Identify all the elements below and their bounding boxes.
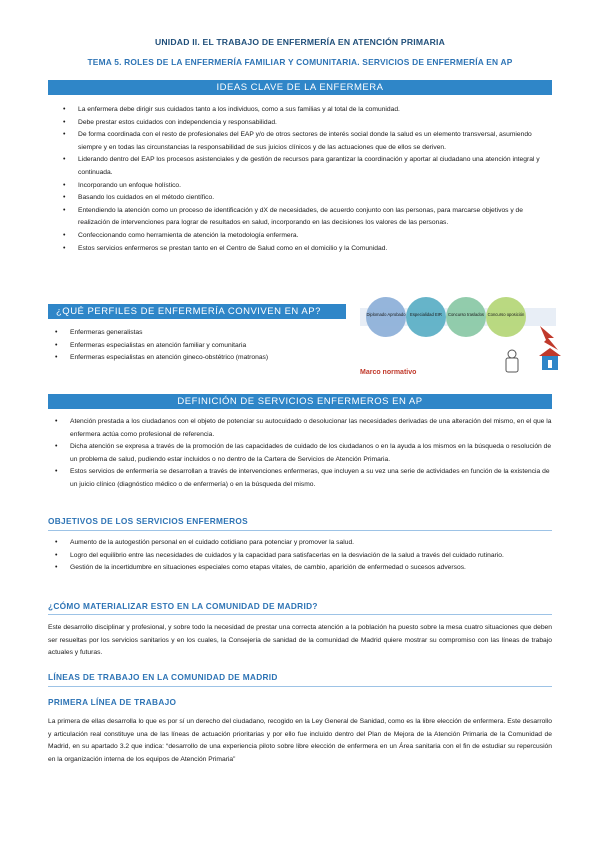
ideas-list-item: • Liderando dentro del EAP los procesos asistenciales y de gestión de recursos para garantizar la coordinación y aportar al ciudadano una atención integral y continuada. bbox=[56, 154, 550, 179]
definicion-list-item: • Estos servicios de enfermería se desarrollan a través de intervenciones enfermeras, que incluyen a su vez una serie de actividades en función de la existencia de un juicio clínico (diagnóstico médico o de enfermería) o en la búsqueda del mismo. bbox=[48, 466, 552, 491]
perfiles-list-item: • Enfermeras especialistas en atención familiar y comunitaria bbox=[48, 340, 348, 353]
ideas-list-item: • Incorporando un enfoque holístico. bbox=[56, 180, 550, 193]
diagram-step-3-label: Concurso traslados bbox=[447, 312, 485, 317]
person-icon bbox=[506, 358, 518, 372]
marco-normativo-diagram bbox=[358, 296, 568, 386]
primera-linea-heading: PRIMERA LÍNEA DE TRABAJO bbox=[48, 697, 177, 707]
person-head-icon bbox=[508, 350, 516, 358]
perfiles-list bbox=[48, 327, 348, 365]
ideas-list-item: • Debe prestar estos cuidados con independencia y responsabilidad. bbox=[56, 117, 550, 130]
objetivos-list bbox=[48, 537, 552, 575]
diagram-step-1 bbox=[366, 297, 406, 337]
materializar-rule bbox=[48, 614, 552, 615]
ideas-list-item: • Basando los cuidados en el método científico. bbox=[56, 192, 550, 205]
ideas-list bbox=[56, 104, 550, 255]
ideas-list-item: • Estos servicios enfermeros se prestan tanto en el Centro de Salud como en el domicilio y la Comunidad. bbox=[56, 243, 550, 256]
section-band-definicion: DEFINICIÓN DE SERVICIOS ENFERMEROS EN AP bbox=[48, 394, 552, 409]
lineas-rule bbox=[48, 686, 552, 687]
definicion-list bbox=[48, 416, 552, 492]
ideas-list-item: • De forma coordinada con el resto de profesionales del EAP y/o de otros sectores de interés social donde la salud es un elemento transversal, asumiendo siempre y en todas las circunstancias la responsabilidad de sus juicios clínicos y de las actuaciones que de ellos se deriven. bbox=[56, 129, 550, 154]
definicion-list-item: • Dicha atención se expresa a través de la promoción de las capacidades de cuidado de los ciudadanos o en la ayuda a los mismos en la búsqueda o resolución de un problema de salud, pudiendo estar incluidos o no dentro de la Cartera de Servicios de Atención Primaria. bbox=[48, 441, 552, 466]
diagram-step-4 bbox=[486, 297, 526, 337]
definicion-list-item: • Atención prestada a los ciudadanos con el objeto de potenciar su autocuidado o desolucionar las necesidades derivadas de una alteración del mismo, en el que la enfermera actúa como profesional de referencia. bbox=[48, 416, 552, 441]
objetivos-heading: OBJETIVOS DE LOS SERVICIOS ENFERMEROS bbox=[48, 516, 248, 526]
section-band-perfiles: ¿QUÉ PERFILES DE ENFERMERÍA CONVIVEN EN AP? bbox=[48, 304, 346, 319]
perfiles-list-item: • Enfermeras generalistas bbox=[48, 327, 348, 340]
topic-title: TEMA 5. ROLES DE LA ENFERMERÍA FAMILIAR Y COMUNITARIA. SERVICIOS DE ENFERMERÍA EN AP bbox=[87, 57, 513, 67]
marco-normativo-caption: Marco normativo bbox=[360, 369, 417, 376]
diagram-step-3 bbox=[446, 297, 486, 337]
primera-linea-text: La primera de ellas desarrolla lo que es por sí un derecho del ciudadano, recogido en la Ley General de Sanidad, como es la libre elección de enfermera. Este desarrollo y articulación real constituye una de las líneas de actuación prioritarias y por ello fue incluido dentro del Plan de Mejora de la Atención Primaria de la Comunidad de Madrid, en su apartado 3.2 que indica: “desarrollo de una experiencia piloto sobre libre elección de enfermera en un Área sanitaria con el fin de estudiar su repercusión en la organización interna de los equipos de Atención Primaria” bbox=[48, 718, 552, 763]
health-center-door-icon bbox=[548, 360, 552, 368]
arrow-icon bbox=[540, 326, 558, 350]
objetivos-list-item: • Logro del equilibrio entre las necesidades de cuidados y la capacidad para satisfacerlas en la desviación de la salud a través del cuidado rutinario. bbox=[48, 550, 552, 563]
objetivos-list-item: • Aumento de la autogestión personal en el cuidado cotidiano para potenciar y promover la salud. bbox=[48, 537, 552, 550]
health-center-roof-icon bbox=[539, 348, 561, 356]
diagram-step-1-label: Diplomado Aprobado bbox=[366, 312, 406, 317]
diagram-step-2-label: Especialidad EIR bbox=[410, 312, 442, 317]
ideas-list-item: • La enfermera debe dirigir sus cuidados tanto a los individuos, como a sus familias y al total de la comunidad. bbox=[56, 104, 550, 117]
unit-title: UNIDAD II. EL TRABAJO DE ENFERMERÍA EN ATENCIÓN PRIMARIA bbox=[154, 37, 446, 47]
diagram-step-4-label: Concurso oposición bbox=[487, 312, 525, 317]
materializar-heading: ¿CÓMO MATERIALIZAR ESTO EN LA COMUNIDAD DE MADRID? bbox=[48, 601, 318, 611]
ideas-list-item: • Confeccionando como herramienta de atención la metodología enfermera. bbox=[56, 230, 550, 243]
materializar-text: Este desarrollo disciplinar y profesional, y sobre todo la necesidad de prestar una correcta atención a la población ha puesto sobre la mesa cuatro situaciones que deben ser resueltas por los servicios sanitarios y en los cuales, la Consejería de sanidad de la comunidad de Madrid quiere mostrar su compromiso con las líneas de trabajo actuales y futuras. bbox=[48, 624, 552, 657]
lineas-heading: LÍNEAS DE TRABAJO EN LA COMUNIDAD DE MADRID bbox=[48, 672, 278, 682]
objetivos-list-item: • Gestión de la incertidumbre en situaciones especiales como etapas vitales, de cambio, aparición de enfermedad o sucesos adversos. bbox=[48, 562, 552, 575]
section-band-ideas: IDEAS CLAVE DE LA ENFERMERA bbox=[48, 80, 552, 95]
marco-normativo-graphic bbox=[358, 296, 568, 386]
ideas-list-item: • Entendiendo la atención como un proceso de identificación y dX de necesidades, de acuerdo conjunto con las personas, para marcarse objetivos y de realización de intervenciones para lograr de resultados en salud, incorporando en las decisiones los valores de las personas. bbox=[56, 205, 550, 230]
diagram-step-2 bbox=[406, 297, 446, 337]
perfiles-list-item: • Enfermeras especialistas en atención gineco-obstétrico (matronas) bbox=[48, 352, 348, 365]
objetivos-rule bbox=[48, 530, 552, 531]
